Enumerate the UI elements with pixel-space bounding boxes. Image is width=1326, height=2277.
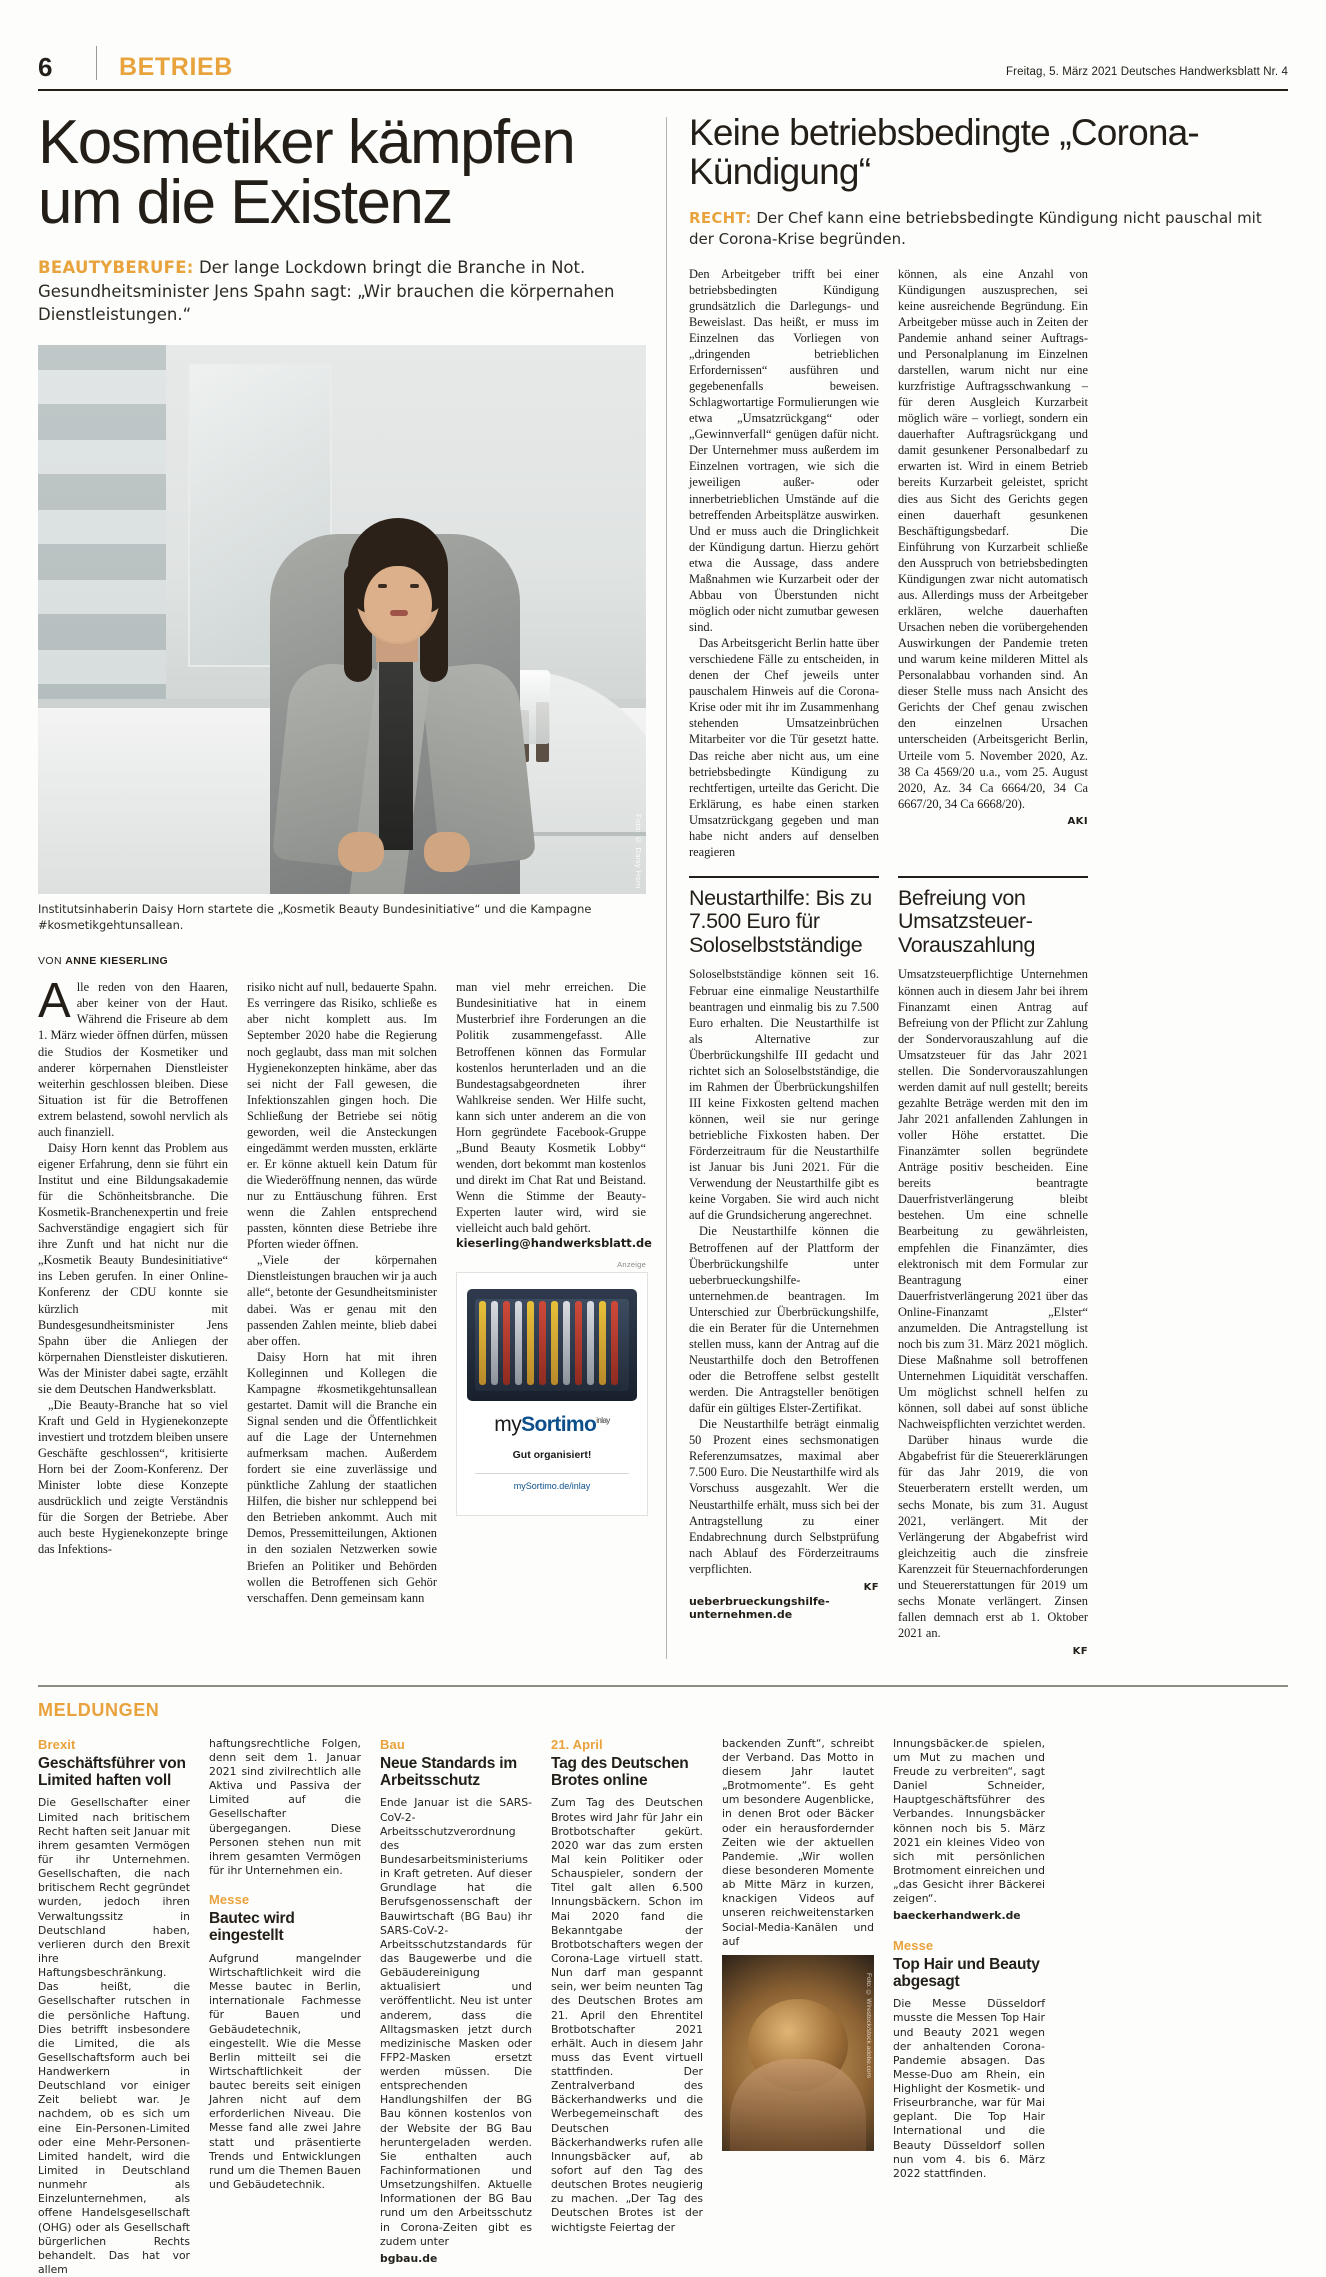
right-article-body [689,266,1288,860]
photo-credit: Foto: © Daisy Horn [634,813,643,889]
photo-person-shirt [379,660,413,850]
block-1-p1: Soloselbstständige können seit 16. Februar eine einmalige Neustarthilfe beantragen und einmalig bis zu 7.500 Euro erhalten. Die Neustarthilfe ist als Alternative zur Überbrückungshilfe III gedacht und richtet sich an Soloselbstständige, die im Rahmen der Überbrückungshilfen III keine Fixkosten geltend machen können, weil sie nur geringe betriebliche Fixkosten haben. Der Förderzeitraum für die Neustarthilfe ist Januar bis Juni 2021. Für die Verwendung der Neustarthilfe gibt es keine Vorgaben. Sie wird auch nicht auf die Grundsicherung angerechnet. [688,967,879,1223]
lead-col1-p1 [38,974,228,1140]
meldung-2-headline: Bautec wird eingestellt [209,1910,295,1945]
photo-person-eye-left [378,584,387,588]
photo-person-mouth [390,610,408,616]
meldung-1-body [38,1796,190,2277]
block-1-p3: Die Neustarthilfe beträgt einmalig 50 Prozent eines sechsmonatigen Referenzumsatzes, maximal aber 7.500 Euro. Die Neustarthilfe wird als Vorschuss ausgezahlt. Wer die Neustarthilfe erhält, muss sich bei der Antragstellung zu einer Endabrechnung durch Selbstprüfung nach Ablauf des Förderzeitraums verpflichten. [688,1417,879,1576]
meldung-6-headline: Top Hair und Beauty abgesagt [893,1955,1040,1990]
meldung-2-p: Aufgrund mangelnder Wirtschaftlichkeit wird die Messe bautec in Berlin, internationale Fachmesse für Bauen und Gebäudetechnik, eingestellt. Wie die Messe Berlin mitteilt sei die Wirtschaftlichkeit der bautec bereits seit einigen Jahren nicht auf dem erforderlichen Niveau. Die Messe fand alle zwei Jahre statt und präsentierte Trends und Entwicklungen rund um die Themen Bauen und Gebäudetechnik. [209,1951,361,2192]
lead-col1-p2: Daisy Horn kennt das Problem aus eigener Erfahrung, denn sie führt ein Institut und eine Bildungsakademie für die Schönheitsbranche. Die Kosmetik-Branchenexpertin und freie Sachverständige engagiert sich für ihre Zunft und hat nicht nur die „Kosmetik Beauty Bundesinitiative“ ins Leben gerufen. In einer Online-Konferenz der CDU konnte sie kürzlich mit Bundesgesundheitsminister Jens Spahn über die Anliegen der körpernahen Dienstleister diskutieren. Was der Minister dabei sagte, erzählt sie dem Deutschen Handwerksblatt. [38,1140,228,1396]
bread-hands [730,2059,866,2151]
block-rule-2 [898,876,1088,878]
lead-col3-text [456,979,646,1236]
meldung-6-body [893,1997,1045,2181]
meldung-6-continuation [893,1737,1045,1907]
ad-logo-sup: inlay [596,1416,610,1426]
news-block-umsatzsteuer [898,860,1088,1659]
meldung-2-kicker: Messe [209,1892,250,1908]
issue-line: Freitag, 5. März 2021 Deutsches Handwerksblatt Nr. 4 [1006,66,1288,78]
block-2-signature: KF [1072,1646,1088,1658]
lead-standfirst [38,256,646,326]
right-headline: Keine betriebsbedingte „Corona-Kündigung“ [688,112,1199,193]
column-divider-main [666,117,667,1659]
lead-col2-p2: „Viele der körpernahen Dienstleistungen brauchen wir ja auch alle“, betonte der Gesundheitsminister dabei. Was er genau mit den passenden Zahlen meinte, blieb dabei aber offen. [247,1253,437,1348]
right-body-column-2 [898,266,1088,860]
block-2-headline: Befreiung von Umsatzsteuer-Vorauszahlung [897,885,1036,957]
lead-article-body [38,974,652,1605]
photo-person-hand-right [424,832,470,872]
meldung-4-p: Zum Tag des Deutschen Brotes wird Jahr für Jahr ein Brotbotschafter gekürt. 2020 war das zum ersten Mal kein Politiker oder Schauspieler, sondern der Titel galt allen 6.500 Innungsbäckern. Schon im Mai 2020 fand die Bekanntgabe der Brotbotschafters wegen der Corona-Lage virtuell statt. Nun darf man gespannt sein, wer beim neunten Tag des Deutschen Brotes am 21. April den Ehrentitel Brotbotschafter 2021 erhält. Auch in diesem Jahr muss das Event virtuell stattfinden. Der Zentralverband des Bäckerhandwerks und die Werbegemeinschaft des Deutschen Bäckerhandwerks rufen alle Innungsbäcker auf, ab sofort auf den Tag des deutschen Brotes neugierig zu machen. „Der Tag des Deutschen Brotes ist der wichtigste Feiertag der [551,1796,703,2234]
byline-author: ANNE KIESERLING [65,955,169,968]
lead-col2-p1: risiko nicht auf null, bedauerte Spahn. Es verringere das Risiko, schließe es aber nicht komplett aus. Im September 2020 habe die Regierung noch geglaubt, dass man mit solchen Hygienekonzepten hinkäme, aber das sei nicht der Fall gewesen, die Infektionszahlen gingen hoch. Die Schließung der Betriebe sei nötig geworden, weil die Ansteckungen eingedämmt werden mussten, erklärte er. Er könne aktuell kein Datum für die Wiederöffnung nennen, das würde nur zu Enttäuschung führen. Erst wenn die Zahlen entsprechend passten, könnten diese Betriebe ihre Pforten wieder öffnen. [247,980,437,1252]
meldungen-grid [38,1737,1288,2277]
meldung-brotes-continued [722,1737,874,2277]
lead-article-header [38,108,652,1659]
drop-cap: A [38,974,71,1029]
meldung-6-url-wrap [893,1909,1045,1923]
right-col2-p1: können, als eine Anzahl von Kündigungen auszusprechen, sei keine ausreichende Begründung. Ein Arbeitgeber müsse auch in Zeiten der Pandemie anhand seiner Auftrags- und Personalplanung im Einzelnen darstellen, warum nicht nur eine kurzfristige Auftragsschwankung – für deren Ausgleich Kurzarbeit möglich wäre – vorliegt, sondern ein dauerhafter Auftragsrückgang und damit gesunkener Personalbedarf zu erwarten ist. Wird in einem Betrieb bereits Kurzarbeit geleistet, spricht dies aus Sicht des Gerichts gegen einen dauerhaft gesunkenen Beschäftigungsbedarf. Die Einführung von Kurzarbeit schließe den Ausspruch von betriebsbedingten Kündigungen zwar nicht automatisch aus. Allerdings muss der Arbeitgeber erklären, welche dauerhaften Ursachen neben die vorübergehenden Auswirkungen der Pandemie treten und warum keine milderen Mittel als Personalabbau vorhanden sind. An dieser Stelle muss nach Ansicht des Gerichts der Chef genau zwischen den einzelnen Ursachen unterscheiden (Arbeitsgericht Berlin, Urteile vom 5. November 2020, Az. 38 Ca 4569/20 u.a., vom 25. August 2020, Az. 34 Ca 6664/20, 34 Ca 6667/20, 34 Ca 6668/20). [897,266,1088,811]
meldung-4-headline: Tag des Deutschen Brotes online [551,1754,689,1790]
bread-photo [722,1955,874,2151]
right-col1-p2: Das Arbeitsgericht Berlin hatte über verschiedene Fälle zu entscheiden, in denen der Chef jeweils unter pauschalem Hinweis auf die Corona-Krise oder mit ihr im Zusammenhang stehenden Umsatzeinbrüchen Mitarbeiter vor die Tür gesetzt hatte. Das reiche aber nicht aus, um eine betriebsbedingte Kündigung zu rechtfertigen, urteilte das Gericht. Die Erklärung, es habe einen starken Umsatzrückgang gegeben und man habe nicht anders auf denselben reagieren [688,636,879,859]
masthead-divider [96,46,97,80]
right-kicker: RECHT: [688,208,752,227]
meldung-3-p: Ende Januar ist die SARS-CoV-2-Arbeitsschutzverordnung des Bundesarbeitsministeriums in Kraft getreten. Auf dieser Grundlage hat die Berufsgenossenschaft der Bauwirtschaft (BG Bau) ihr SARS-CoV-2-Arbeitsschutzstandards für das Baugewerbe und die Gebäudereinigung aktualisiert und veröffentlicht. Neu ist unter anderem, dass die Alltagsmasken jetzt durch medizinische Masken oder FFP2-Masken ersetzt werden müssen. Die entsprechenden Handlungshilfen der BG Bau können kostenlos von der Website der BG Bau heruntergeladen werden. Sie enthalten auch Fachinformationen und Umsetzungshilfen. Aktuelle Informationen der BG Bau rund um den Arbeitsschutz in Corona-Zeiten gibt es zudem unter [380,1796,532,2248]
right-section [689,113,1288,1659]
meldung-messe-tophair [893,1737,1045,2277]
lead-standfirst-text: Der lange Lockdown bringt die Branche in Not. Gesundheitsminister Jens Spahn sagt: „Wir brauchen die körpernahen Dienstleistungen.“ [38,258,615,325]
ad-logo-main: Sortimo [521,1413,597,1437]
top-zone [38,108,1288,1659]
meldung-3-headline: Neue Standards im Arbeitsschutz [380,1754,518,1790]
page-number: 6 [38,52,52,82]
block-1-p2: Die Neustarthilfe können die Betroffenen auf der Plattform der Überbrückungshilfe unter ueberbrueckungshilfe-unternehmen.de beantragen. Im Unterschied zur Überbrückungshilfe, die ein Berater für die Unternehmen stellen muss, kann der Antrag auf die Neustarthilfe doch den Betroffenen oder die Betroffene selbst gestellt werden. Die Antragsteller benötigen dafür ein gültiges Elster-Zertifikat. [688,1224,879,1416]
author-email[interactable]: kieserling@handwerksblatt.de [456,1236,652,1251]
meldung-1-headline: Geschäftsführer von Limited haften voll [38,1754,186,1790]
meldung-4-body [551,1796,703,2234]
block-1-url[interactable]: ueberbrueckungshilfe-unternehmen.de [688,1594,830,1621]
photo-person-face [364,566,432,642]
ad-logo [457,1413,647,1437]
block-rule-1 [689,876,879,878]
meldung-5-cont-p: backenden Zunft“, schreibt der Verband. Das Motto in diesem Jahr lautet „Brotmomente“. Es geht um besondere Augenblicke, in denen Brot oder Bäcker oder ein herausfordernder Zeiten wie der aktuellen Pandemie. „Wir wollen diese besonderen Momente ab Mitte März in kurzen, knackigen Videos auf unseren reichweitenstarken Social-Media-Kanälen und auf [722,1736,874,1948]
meldung-6-url[interactable]: baeckerhandwerk.de [893,1909,1021,1923]
ad-tools-illustration [479,1301,618,1385]
masthead [38,0,1288,80]
lead-body-column-2 [247,979,437,1605]
masthead-rule [38,89,1288,91]
photo-person-eye-right [410,584,419,588]
ad-divider [475,1473,629,1474]
lead-body-column-3 [456,979,652,1605]
lead-col3-p1: man viel mehr erreichen. Die Bundesinitiative hat in einem Musterbrief ihre Forderungen an die Politik zusammengefasst. Alle Betroffenen können das Formular kostenlos herunterladen und an die Bundestagsabgeordneten ihrer Wahlkreise senden. Wer Hilfe sucht, kann sich unter anderem an die von Horn gegründete Facebook-Gruppe „Bund Beauty Kosmetik Lobby“ wenden, dort bekommt man kostenlos und direkt im Chat Rat und Beistand. Wenn die Stimme der Beauty-Experten lauter wird, wird sie vielleicht auch bald gehört. [456,980,646,1236]
ad-logo-my: my [494,1413,522,1437]
block-1-signature: KF [863,1581,879,1593]
byline-prefix: VON [38,955,66,968]
right-standfirst [689,208,1288,250]
meldung-brexit [38,1737,190,2277]
right-news-blocks [689,860,1288,1659]
ad-label: Anzeige [617,1260,646,1270]
block-2-signature-wrap [898,1641,1088,1659]
right-standfirst-text: Der Chef kann eine betriebsbedingte Kündigung nicht pauschal mit der Corona-Krise begründen. [688,208,1262,248]
meldung-2-cont-p: haftungsrechtliche Folgen, denn seit dem 1. Januar 2021 sind zivilrechtlich alle Aktiva und Passiva der Limited auf die Gesellschafter übergegangen. Diese Personen stehen nun mit ihrem gesamten Vermögen für ihr Unternehmen ein. [209,1736,361,1877]
meldung-brexit-continued [209,1737,361,2277]
meldung-6-p: Die Messe Düsseldorf musste die Messen Top Hair und Beauty 2021 wegen der anhaltenden Corona-Pandemie absagen. Das Messe-Duo am Rhein, ein Highlight der Kosmetik- und Friseurbranche, war für Mai geplant. Die Top Hair International und die Beauty Düsseldorf sollen nun vom 4. bis 6. März 2022 stattfinden. [893,1997,1045,2180]
meldung-3-kicker: Bau [380,1736,405,1752]
meldung-1-kicker: Brexit [38,1736,76,1752]
right-body-column-1 [689,266,879,860]
right-col2-signature-wrap [898,812,1088,829]
ad-claim: Gut organisiert! [512,1449,592,1462]
meldung-6-kicker: Messe [893,1937,934,1953]
lead-photo [38,345,646,894]
meldung-3-url[interactable]: bgbau.de [380,2251,438,2265]
meldung-tag-des-brotes [551,1737,703,2277]
block-1-body [689,966,879,1576]
meldung-1-p: Die Gesellschafter einer Limited nach britischem Recht haften seit Januar mit ihrem gesamten Vermögen für ihr Unternehmen. Gesellschaften, die nach britischem Recht gegründet wurden, jedoch ihren Verwaltungssitz in Deutschland haben, verlieren durch den Brexit ihre Haftungsbeschränkung. Das heißt, die Gesellschafter rutschen in die persönliche Haftung. Dies betrifft insbesondere die Limited, die als Gesellschaftsform auch bei Handwerkern in Deutschland vor einiger Zeit beliebt war. Je nachdem, ob es sich um eine Ein-Personen-Limited oder eine Mehr-Personen-Limited handelt, wird die Limited in Deutschland nunmehr als Einzelunternehmen, als offene Handelsgesellschaft (OHG) oder als Gesellschaft bürgerlichen Rechts behandelt. Das hat vor allem [38,1796,190,2277]
block-1-signature-wrap [689,1577,879,1595]
photo-caption: Institutsinhaberin Daisy Horn startete die „Kosmetik Beauty Bundesinitiative“ und die Kampagne #kosmetikgehtunsallean. [38,902,592,932]
photo-person-hand-left [338,832,384,872]
lead-headline: Kosmetiker kämpfen um die Existenz [38,108,575,237]
block-2-body [898,966,1088,1641]
lead-col1-p3: „Die Beauty-Branche hat so viel Kraft und Geld in Hygienekonzepte investiert und trotzdem bleiben unsere Geschäfte geschlossen“, kritisierte Horn bei der Zoom-Konferenz. Der Minister lobte diese Konzepte ausdrücklich und zeigte Verständnis für die Sorgen der Betriebe. Aber auch beste Hygienekonzepte bringe das Infektions- [38,1397,228,1557]
meldung-6-cont-p: Innungsbäcker.de spielen, um Mut zu machen und Freude zu verbreiten“, sagt Daniel Schneider, Hauptgeschäftsführer des Verbandes. Innungsbäcker können noch bis 5. März 2021 ein kleines Video von sich mit persönlichen Brotmoment einreichen und „das Gesicht ihrer Bäckerei zeigen“. [893,1736,1045,1906]
block-1-headline: Neustarthilfe: Bis zu 7.500 Euro für Soloselbstständige [688,885,872,957]
right-col1-p1: Den Arbeitgeber trifft bei einer betriebsbedingten Kündigung grundsätzlich die Darlegungs- und Beweislast. Das heißt, er muss im Einzelnen das Vorliegen von „dringenden betrieblichen Erfordernissen“ ausführen und gegebenenfalls beweisen. Schlagwortartige Formulierungen wie etwa „Umsatzrückgang“ oder „Gewinnverfall“ genügen dafür nicht. Der Unternehmer muss außerdem im Einzelnen vortragen, wie sich die jeweiligen außer- oder innerbetrieblichen Umstände auf die betreffenden Arbeitsplätze auswirken. Und er muss auch die Dringlichkeit der Kündigung dartun. Hierzu gehört etwa die Aussage, dass andere Maßnahmen wie Kurzarbeit oder der Abbau von Überstunden nicht möglich oder nicht zumutbar gewesen sind. [688,266,879,634]
advertisement-sortimo[interactable] [456,1272,648,1516]
byline [38,955,646,967]
meldung-4-kicker: 21. April [551,1736,603,1752]
meldung-2-body [209,1952,361,2192]
meldungen-rule [38,1685,1288,1687]
news-block-neustarthilfe [689,860,879,1659]
ad-url[interactable]: mySortimo.de/inlay [513,1481,591,1492]
block-2-p1: Umsatzsteuerpflichtige Unternehmen können auch in diesem Jahr bei ihrem Finanzamt einen Antrag auf Befreiung von der Pflicht zur Zahlung der Sondervorauszahlung auf die Umsatzsteuer für das Jahr 2021 stellen. Die Sondervorauszahlungen werden damit auf null gestellt; bereits gezahlte Beträge werden mit den im Jahr 2021 anfallenden Zahlungen in voller Höhe erstattet. Die Finanzämter sollen begründete Anträge positiv bescheiden. Eine bereits beantragte Dauerfristverlängerung bleibt bestehen. Um eine schnelle Bearbeitung zu gewährleisten, empfehlen die Finanzämter, dies elektronisch mit dem Formular zur Beantragung einer Dauerfristverlängerung 2021 über das Online-Finanzamt „Elster“ anzumelden. Die Antragstellung ist noch bis zum 31. März 2021 möglich. Diese Maßnahme soll betroffenen Unternehmen Liquidität verschaffen. Um möglichst schnell helfen zu können, soll dabei auf sonst übliche Nachweispflichten verzichtet werden. [897,967,1088,1432]
meldung-5-continuation [722,1737,874,1949]
lead-body-column-1 [38,974,228,1605]
meldung-3-body [380,1796,532,2249]
meldung-2-continuation [209,1737,361,1878]
lead-kicker: BEAUTYBERUFE: [38,258,194,278]
block-2-p2: Darüber hinaus wurde die Abgabefrist für die Steuererklärungen für das Jahr 2019, die von Steuerberatern erstellt werden, um sechs Monate, bis zum 31. August 2021, verlängert. Mit der Verlängerung der Abgabefrist wird gleichzeitig auch die zinsfreie Karenzzeit für Steuernachforderungen und Steuererstattungen für 2019 um sechs Monate verlängert. Zinsen fallen demnach erst ab 1. Oktober 2021 an. [897,1433,1088,1641]
lead-col2-p3: Daisy Horn hat mit ihren Kolleginnen und Kollegen die Kampagne #kosmetikgehtunsallean gestartet. Damit will die Branche ein Signal senden und die Öffentlichkeit auf die Lage der Unternehmen aufmerksam machen. Außerdem fordert sie eine zuverlässige und pünktliche Zahlung der staatlichen Hilfen, die bisher nur schleppend bei den Betrieben ankommt. Auch mit Demos, Pressemitteilungen, Aktionen in den sozialen Netzwerken sowie Briefen an Politiker und Behörden wollen die Betroffenen sich Gehör verschaffen. Denn gemeinsam kann [247,1349,437,1605]
meldung-3-url-wrap [380,2252,532,2266]
lead-col1-p1-text: lle reden von den Haaren, aber keiner von der Haut. Während die Friseure ab dem 1. März wieder öffnen dürfen, müssen die Studios der Kosmetiker und anderer körpernahen Dienstleister weiterhin geschlossen bleiben. Diese Situation ist für die Betroffenen extrem belastend, sowohl nervlich als auch finanziell. [38,980,228,1139]
meldung-bau [380,1737,532,2277]
section-rubric: BETRIEB [119,53,233,81]
right-col2-signature: AKI [1067,815,1088,827]
meldungen-title: MELDUNGEN [38,1699,160,1720]
bread-photo-credit: Foto: © Wirestock/stock.adobe.com [865,1972,872,2078]
